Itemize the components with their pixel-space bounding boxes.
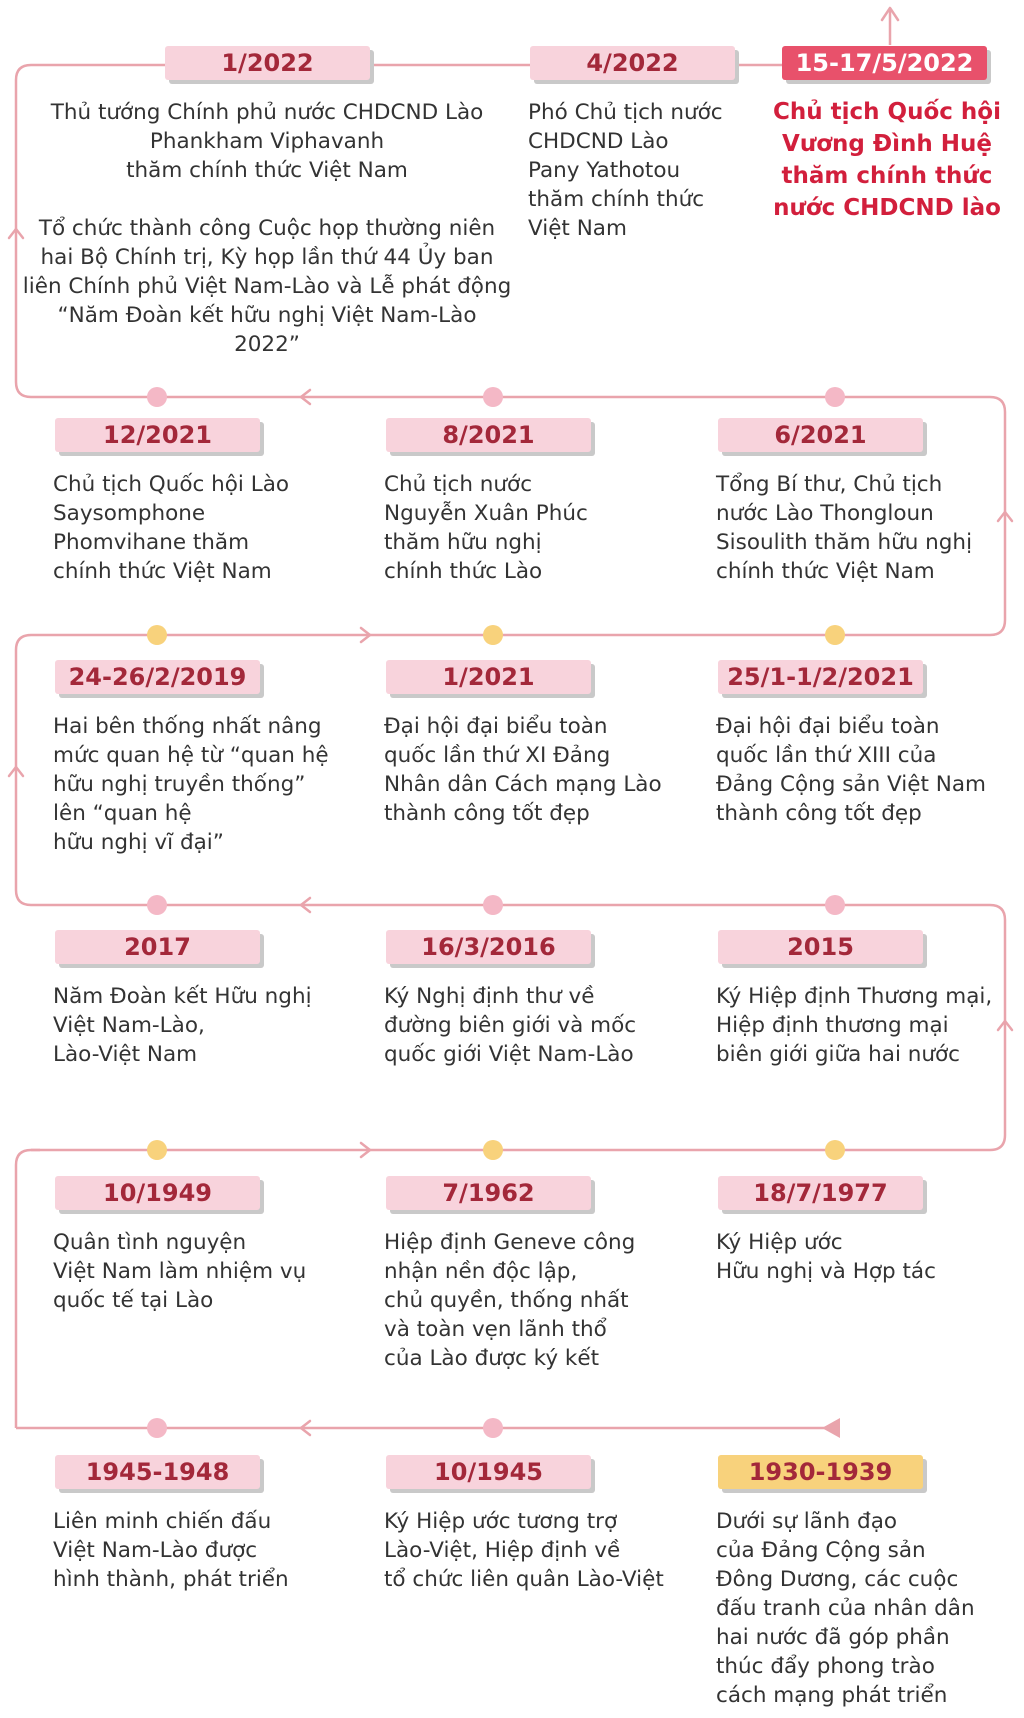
date-label-1945-1948: 1945-1948 (55, 1455, 260, 1489)
dot-8-2021 (483, 387, 503, 407)
dot-1949 (147, 1140, 167, 1160)
dot-1977 (825, 1140, 845, 1160)
event-text-10-1949: Quân tình nguyện Việt Nam làm nhiệm vụ quốc tế tại Lào (53, 1230, 307, 1313)
date-label-24-26-2-2019: 24-26/2/2019 (55, 660, 260, 694)
date-label-2017: 2017 (55, 930, 260, 964)
date-label-16-3-2016: 16/3/2016 (386, 930, 591, 964)
event-text-2015: Ký Hiệp định Thương mại, Hiệp định thương mại biên giới giữa hai nước (716, 984, 993, 1067)
date-label-1930-1939: 1930-1939 (718, 1455, 923, 1489)
date-label-1-2022: 1/2022 (165, 46, 370, 80)
dot-2016 (483, 895, 503, 915)
event-text-1945-1948: Liên minh chiến đấu Việt Nam-Lào được hình thành, phát triển (53, 1509, 289, 1592)
event-text-1-2021: Đại hội đại biểu toàn quốc lần thứ XI Đảng Nhân dân Cách mạng Lào thành công tốt đẹp (384, 714, 662, 826)
event-text-1-2022: Thủ tướng Chính phủ nước CHDCND Lào Phankham Viphavanh thăm chính thức Việt Nam Tổ chức thành công Cuộc họp thường niên hai Bộ Chính trị, Kỳ họp lần thứ 44 Ủy ban liên Chính phủ Việt Nam-Lào và Lễ phát động “Năm Đoàn kết hữu nghị Việt Nam-Lào 2022” (22, 100, 512, 357)
event-text-15-17-5-2022: Chủ tịch Quốc hội Vương Đình Huệ thăm chính thức nước CHDCND lào (773, 99, 1001, 221)
date-label-25-1-1-2-2021: 25/1-1/2/2021 (718, 660, 923, 694)
event-text-16-3-2016: Ký Nghị định thư về đường biên giới và mốc quốc giới Việt Nam-Lào (384, 984, 637, 1067)
dot-2017 (147, 895, 167, 915)
event-text-7-1962: Hiệp định Geneve công nhận nền độc lập, chủ quyền, thống nhất và toàn vẹn lãnh thổ của Lào được ký kết (384, 1230, 636, 1371)
event-text-2017: Năm Đoàn kết Hữu nghị Việt Nam-Lào, Lào-Việt Nam (53, 984, 312, 1067)
dot-1962 (483, 1140, 503, 1160)
dot-25-1-2021 (825, 625, 845, 645)
date-label-18-7-1977: 18/7/1977 (718, 1176, 923, 1210)
dot-2019 (147, 625, 167, 645)
event-text-1930-1939: Dưới sự lãnh đạo của Đảng Cộng sản Đông Dương, các cuộc đấu tranh của nhân dân hai nước đã góp phần thúc đẩy phong trào cách mạng phát triển (716, 1509, 975, 1708)
start-triangle-icon (822, 1418, 840, 1438)
event-text-4-2022: Phó Chủ tịch nước CHDCND Lào Pany Yathotou thăm chính thức Việt Nam (528, 100, 723, 241)
dot-12-2021 (147, 387, 167, 407)
event-text-8-2021: Chủ tịch nước Nguyễn Xuân Phúc thăm hữu nghị chính thức Lào (384, 472, 588, 584)
dot-6-2021 (825, 387, 845, 407)
dot-10-1945 (483, 1418, 503, 1438)
date-label-7-1962: 7/1962 (386, 1176, 591, 1210)
date-label-12-2021: 12/2021 (55, 418, 260, 452)
date-label-10-1949: 10/1949 (55, 1176, 260, 1210)
date-label-15-17-5-2022: 15-17/5/2022 (782, 46, 987, 80)
date-label-6-2021: 6/2021 (718, 418, 923, 452)
event-text-10-1945: Ký Hiệp ước tương trợ Lào-Việt, Hiệp định về tổ chức liên quân Lào-Việt (384, 1509, 664, 1592)
event-text-25-1-1-2-2021: Đại hội đại biểu toàn quốc lần thứ XIII của Đảng Cộng sản Việt Nam thành công tốt đẹp (716, 714, 986, 826)
track-connector-left-6-7 (16, 1150, 40, 1428)
event-text-24-26-2-2019: Hai bên thống nhất nâng mức quan hệ từ “quan hệ hữu nghị truyền thống” lên “quan hệ hữu nghị vĩ đại” (53, 714, 329, 855)
date-label-1-2021: 1/2021 (386, 660, 591, 694)
date-label-4-2022: 4/2022 (530, 46, 735, 80)
event-text-18-7-1977: Ký Hiệp ước Hữu nghị và Hợp tác (716, 1230, 936, 1284)
date-label-8-2021: 8/2021 (386, 418, 591, 452)
date-label-10-1945: 10/1945 (386, 1455, 591, 1489)
dot-1-2021 (483, 625, 503, 645)
dot-1945-1948 (147, 1418, 167, 1438)
date-label-2015: 2015 (718, 930, 923, 964)
dot-2015 (825, 895, 845, 915)
event-text-6-2021: Tổng Bí thư, Chủ tịch nước Lào Thongloun Sisoulith thăm hữu nghị chính thức Việt Nam (716, 472, 973, 584)
event-text-12-2021: Chủ tịch Quốc hội Lào Saysomphone Phomvihane thăm chính thức Việt Nam (53, 472, 290, 584)
